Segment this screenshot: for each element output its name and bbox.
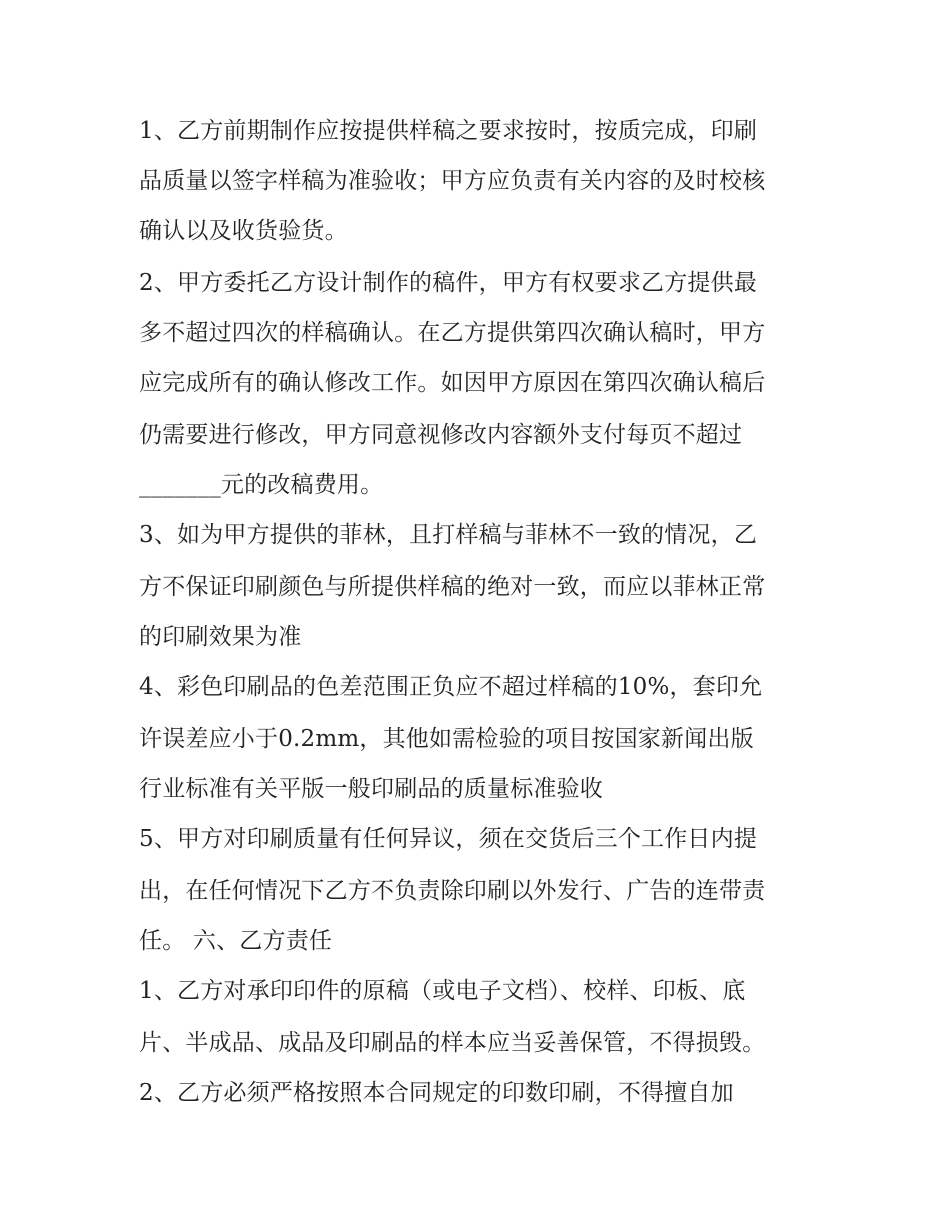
text-line: _______元的改稿费用。: [139, 472, 384, 498]
text-line: 2、乙方必须严格按照本合同规定的印数印刷，不得擅自加: [139, 1080, 734, 1106]
text-line: 多不超过四次的样稿确认。在乙方提供第四次确认稿时，甲方: [139, 320, 766, 346]
text-line: 任。 六、乙方责任: [139, 928, 333, 954]
text-line: 品质量以签字样稿为准验收；甲方应负责有关内容的及时校核: [139, 168, 766, 194]
text-line: 1、乙方前期制作应按提供样稿之要求按时，按质完成，印刷: [139, 118, 758, 144]
text-line: 2、甲方委托乙方设计制作的稿件，甲方有权要求乙方提供最: [139, 270, 758, 296]
text-line: 确认以及收货验货。: [139, 218, 348, 244]
text-line: 3、如为甲方提供的菲林，且打样稿与菲林不一致的情况，乙: [139, 522, 758, 548]
text-line: 应完成所有的确认修改工作。如因甲方原因在第四次确认稿后: [139, 370, 766, 396]
text-line: 行业标准有关平版一般印刷品的质量标准验收: [139, 776, 603, 802]
text-line: 4、彩色印刷品的色差范围正负应不超过样稿的10%，套印允: [139, 674, 763, 700]
text-line: 片、半成品、成品及印刷品的样本应当妥善保管，不得损毁。: [139, 1030, 766, 1056]
text-line: 仍需要进行修改，甲方同意视修改内容额外支付每页不超过: [139, 422, 743, 448]
text-line: 的印刷效果为准: [139, 624, 302, 650]
text-line: 5、甲方对印刷质量有任何异议，须在交货后三个工作日内提: [139, 826, 758, 852]
text-line: 许误差应小于0.2mm，其他如需检验的项目按国家新闻出版: [139, 726, 754, 752]
text-line: 1、乙方对承印印件的原稿（或电子文档）、校样、印板、底: [139, 978, 746, 1004]
text-line: 出，在任何情况下乙方不负责除印刷以外发行、广告的连带责: [139, 878, 766, 904]
text-line: 方不保证印刷颜色与所提供样稿的绝对一致，而应以菲林正常: [139, 574, 766, 600]
